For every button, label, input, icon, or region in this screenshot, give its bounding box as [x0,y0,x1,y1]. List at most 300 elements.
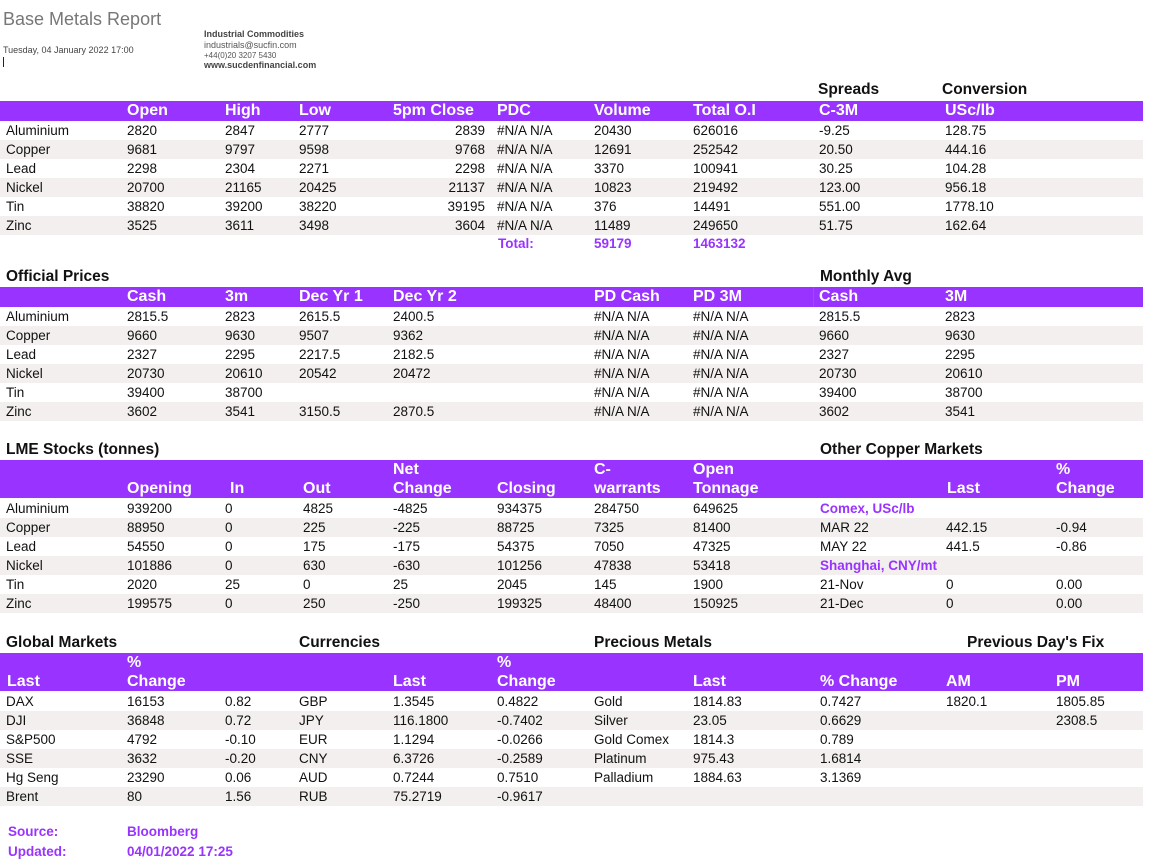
table-cell: 2823 [225,309,256,324]
table-cell: 10823 [594,180,632,195]
table-cell: #N/A N/A [594,404,650,419]
table-cell: 20700 [127,180,165,195]
table-cell: 81400 [693,520,731,535]
col-header-fix-pm: PM [1056,673,1080,690]
table-cell: 100941 [693,161,739,176]
table-cell: #N/A N/A [594,385,650,400]
table-cell: 551.00 [819,199,861,214]
precious-metal-name: Palladium [594,770,654,785]
table-cell: 4792 [127,732,158,747]
table-cell: 250 [303,596,326,611]
table-cell: 39195 [447,199,485,214]
market-name: SSE [6,751,34,766]
row-stripe [0,749,1143,768]
metal-name: Zinc [6,404,32,419]
metal-name: Copper [6,142,51,157]
table-cell: 0 [225,520,233,535]
table-cell: 20.50 [819,142,853,157]
col-header-in: In [230,480,245,497]
table-cell: 3602 [819,404,850,419]
metal-name: Tin [6,385,25,400]
col-header-net-top: Net [393,461,419,478]
contact-title: Industrial Commodities [204,29,305,39]
table-cell: MAY 22 [820,539,867,554]
table-cell: 3541 [945,404,976,419]
table-cell: 0.7510 [497,770,539,785]
table-cell: 175 [303,539,326,554]
table-cell: 252542 [693,142,739,157]
currency-name: EUR [299,732,328,747]
table-cell: 2298 [454,161,485,176]
table-cell: 1805.85 [1056,694,1105,709]
table-cell: 23.05 [693,713,727,728]
table-cell: 199325 [497,596,543,611]
contact-website[interactable]: www.sucdenfinancial.com [204,60,317,70]
table-cell: 2839 [454,123,485,138]
row-stripe [0,711,1143,730]
col-header-c-3m: C-3M [819,102,859,119]
table-cell: 80 [127,789,143,804]
table-cell: 6.3726 [393,751,435,766]
precious-metal-name: Silver [594,713,628,728]
table-cell: -250 [393,596,421,611]
table-cell: -225 [393,520,421,535]
col-header-dec-yr-2: Dec Yr 2 [393,288,457,305]
col-header-avg-cash: Cash [819,288,859,305]
col-header-out: Out [303,480,331,497]
table-cell: 2217.5 [299,347,341,362]
table-cell: 444.16 [945,142,987,157]
column-divider [813,287,814,307]
table-cell: 20730 [819,366,857,381]
table-cell: 2615.5 [299,309,341,324]
metal-name: Nickel [6,366,43,381]
table-cell: 0.00 [1056,596,1083,611]
conversion-group-title: Conversion [942,81,1028,98]
table-cell: #N/A N/A [594,347,650,362]
table-cell: 3541 [225,404,256,419]
table-cell: 1884.63 [693,770,742,785]
official-header-band [0,287,1143,307]
total-open-interest: 1463132 [693,236,746,251]
table-cell: 9797 [225,142,256,157]
official-prices-title: Official Prices [6,268,110,285]
table-cell: 1778.10 [945,199,994,214]
table-cell: 956.18 [945,180,987,195]
col-header-5pm-close: 5pm Close [393,102,474,119]
table-cell: 38820 [127,199,165,214]
table-cell: 20542 [299,366,337,381]
global-header-band [0,653,1143,691]
table-cell: 2182.5 [393,347,435,362]
precious-metal-name: Platinum [594,751,647,766]
table-cell: -175 [393,539,421,554]
table-cell: -9.25 [819,123,850,138]
currency-name: CNY [299,751,328,766]
table-cell: 2820 [127,123,158,138]
table-cell: 649625 [693,501,739,516]
col-header-usc-lb: USc/lb [945,102,995,119]
table-cell: 11489 [594,218,631,233]
metal-name: Aluminium [6,123,70,138]
table-cell: 25 [225,577,241,592]
table-cell: 199575 [127,596,173,611]
market-name: DAX [6,694,34,709]
table-cell: #N/A N/A [497,180,553,195]
spreads-group-title: Spreads [818,81,880,98]
table-cell: 0.00 [1056,577,1083,592]
table-cell: 9681 [127,142,158,157]
col-header-copper-last: Last [947,480,980,497]
col-header-high: High [225,102,261,119]
table-cell: 75.2719 [393,789,442,804]
table-cell: 47838 [594,558,632,573]
table-cell: 54375 [497,539,535,554]
col-header-pdc: PDC [497,102,531,119]
table-cell: 2327 [127,347,158,362]
table-cell: 116.1800 [393,713,449,728]
table-cell: 3150.5 [299,404,341,419]
table-cell: 53418 [693,558,731,573]
table-cell: -630 [393,558,421,573]
metal-name: Copper [6,328,51,343]
market-name: Brent [6,789,39,804]
table-cell: 2304 [225,161,256,176]
table-cell: 2327 [819,347,850,362]
precious-metal-name: Gold Comex [594,732,670,747]
table-cell: #N/A N/A [693,347,749,362]
table-cell: #N/A N/A [497,161,553,176]
col-header-currency-pct-top: % [497,654,512,671]
table-cell: 3370 [594,161,625,176]
col-header-net-bottom: Change [393,480,452,497]
table-cell: 21-Dec [820,596,864,611]
table-cell: 9660 [819,328,850,343]
table-cell: 1.1294 [393,732,435,747]
table-cell: 0.72 [225,713,252,728]
table-cell: 284750 [594,501,640,516]
precious-metals-title: Precious Metals [594,634,713,651]
table-cell: 9362 [393,328,424,343]
col-header-open-tonnage-bottom: Tonnage [693,480,759,497]
metal-name: Tin [6,577,25,592]
table-cell: 20430 [594,123,632,138]
col-header-closing: Closing [497,480,556,497]
table-cell: 128.75 [945,123,987,138]
table-cell: 0 [225,539,233,554]
table-cell: 2847 [225,123,256,138]
table-cell: -0.7402 [497,713,543,728]
table-cell: 145 [594,577,617,592]
table-cell: 14491 [693,199,731,214]
currency-name: RUB [299,789,328,804]
table-cell: 101886 [127,558,173,573]
table-cell: 939200 [127,501,173,516]
table-cell: 2823 [945,309,976,324]
table-cell: -0.94 [1056,520,1087,535]
table-cell: 0.7427 [820,694,862,709]
table-cell: #N/A N/A [497,199,553,214]
metal-name: Zinc [6,218,32,233]
col-header-avg-3m: 3M [945,288,968,305]
table-cell: 9507 [299,328,330,343]
table-cell: 36848 [127,713,165,728]
table-cell: 21-Nov [820,577,864,592]
col-header-copper-pct-top: % [1056,461,1071,478]
table-cell: 2308.5 [1056,713,1098,728]
table-cell: 38700 [225,385,263,400]
table-cell: 3498 [299,218,330,233]
col-header-currency-last: Last [393,673,426,690]
table-cell: 9660 [127,328,158,343]
row-stripe [0,787,1143,806]
table-cell: 2271 [299,161,330,176]
table-cell: #N/A N/A [594,366,650,381]
table-cell: -0.10 [225,732,256,747]
report-title: Base Metals Report [3,9,162,29]
table-cell: #N/A N/A [693,328,749,343]
table-cell: 0 [225,596,233,611]
currencies-title: Currencies [299,634,380,651]
col-header-cw-top: C- [594,461,611,478]
table-cell: 1814.3 [693,732,735,747]
table-cell: #N/A N/A [497,142,553,157]
table-cell: 0 [946,577,954,592]
metal-name: Lead [6,347,37,362]
table-cell: 1820.1 [946,694,988,709]
metal-name: Nickel [6,180,43,195]
table-cell: 38700 [945,385,983,400]
market-name: S&P500 [6,732,56,747]
contact-phone: +44(0)20 3207 5430 [204,51,277,60]
table-cell: 25 [393,577,409,592]
table-cell: 7325 [594,520,625,535]
table-cell: -0.20 [225,751,256,766]
table-cell: #N/A N/A [497,218,553,233]
col-header-total-oi: Total O.I [693,102,756,119]
table-cell: 442.15 [946,520,988,535]
metal-name: Nickel [6,558,43,573]
table-cell: 1.56 [225,789,252,804]
report-date: Tuesday, 04 January 2022 17:00 [3,45,134,55]
text-cursor [3,57,4,67]
col-header-market-pct-bottom: Change [127,673,186,690]
table-cell: #N/A N/A [497,123,553,138]
table-cell: 2815.5 [819,309,861,324]
table-cell: 1.6814 [820,751,862,766]
copper-market-subheading: Comex, USc/lb [820,501,915,516]
table-cell: 21137 [448,180,485,195]
col-header-currency-pct-bottom: Change [497,673,556,690]
col-header-copper-pct-bottom: Change [1056,480,1115,497]
currency-name: JPY [299,713,324,728]
table-cell: 2295 [225,347,256,362]
total-label: Total: [498,236,534,251]
col-header-metal-last: Last [693,673,726,690]
table-cell: 150925 [693,596,739,611]
table-cell: 626016 [693,123,739,138]
table-cell: #N/A N/A [693,385,749,400]
table-cell: 3.1369 [820,770,862,785]
table-cell: -0.9617 [497,789,543,804]
table-cell: 2020 [127,577,158,592]
table-cell: 7050 [594,539,625,554]
col-header-pd-cash: PD Cash [594,288,660,305]
table-cell: 0.4822 [497,694,539,709]
metal-name: Tin [6,199,25,214]
lme-stocks-title: LME Stocks (tonnes) [6,441,160,458]
col-header-opening: Opening [127,480,192,497]
table-cell: 376 [594,199,617,214]
table-cell: 2777 [299,123,330,138]
table-cell: 0.6629 [820,713,862,728]
table-cell: 0 [946,596,954,611]
contact-email[interactable]: industrials@sucfin.com [204,40,297,50]
table-cell: 0.789 [820,732,854,747]
table-cell: 162.64 [945,218,987,233]
metal-name: Lead [6,539,37,554]
table-cell: -0.2589 [497,751,543,766]
table-cell: -4825 [393,501,428,516]
table-cell: 101256 [497,558,543,573]
table-cell: 2298 [127,161,158,176]
table-cell: 48400 [594,596,632,611]
metal-name: Lead [6,161,37,176]
col-header-volume: Volume [594,102,651,119]
table-cell: 21165 [225,180,262,195]
col-header-cw-bottom: warrants [594,480,661,497]
col-header-market-pct-top: % [127,654,142,671]
table-cell: 20730 [127,366,165,381]
table-cell: 934375 [497,501,543,516]
metal-name: Copper [6,520,51,535]
table-cell: 3632 [127,751,158,766]
table-cell: 1900 [693,577,724,592]
table-cell: 104.28 [945,161,987,176]
col-header-3m: 3m [225,288,249,305]
table-cell: 3611 [225,218,255,233]
stocks-header-band [0,460,1143,498]
metal-name: Aluminium [6,501,70,516]
table-cell: 23290 [127,770,165,785]
table-cell: -0.86 [1056,539,1087,554]
precious-metal-name: Gold [594,694,623,709]
global-markets-title: Global Markets [6,634,118,651]
col-header-pd-3m: PD 3M [693,288,742,305]
source-value: Bloomberg [127,824,199,839]
table-cell: 20610 [945,366,983,381]
table-cell: 441.5 [946,539,980,554]
table-cell: 3604 [454,218,485,233]
table-cell: 0 [303,577,311,592]
table-cell: MAR 22 [820,520,869,535]
table-cell: 225 [303,520,326,535]
table-cell: 2045 [497,577,528,592]
col-header-low: Low [299,102,331,119]
prices-header-band [0,101,1143,121]
table-cell: 0.7244 [393,770,435,785]
col-header-dec-yr-1: Dec Yr 1 [299,288,363,305]
table-cell: 3525 [127,218,158,233]
table-cell: #N/A N/A [693,404,749,419]
market-name: Hg Seng [6,770,59,785]
other-copper-title: Other Copper Markets [820,441,983,458]
table-cell: 0 [225,558,233,573]
table-cell: 39400 [127,385,165,400]
table-cell: 38220 [299,199,337,214]
table-cell: #N/A N/A [693,309,749,324]
contact-block [204,29,316,71]
table-cell: 975.43 [693,751,735,766]
metal-name: Zinc [6,596,32,611]
table-cell: 0.06 [225,770,252,785]
metal-name: Aluminium [6,309,70,324]
table-cell: 20472 [393,366,431,381]
table-cell: 4825 [303,501,334,516]
col-header-open-tonnage-top: Open [693,461,734,478]
updated-label: Updated: [8,844,67,859]
table-cell: 0.82 [225,694,252,709]
table-cell: 2400.5 [393,309,435,324]
table-cell: 2870.5 [393,404,435,419]
currency-name: AUD [299,770,328,785]
market-name: DJI [6,713,27,728]
table-cell: 1.3545 [393,694,435,709]
updated-value: 04/01/2022 17:25 [127,844,233,859]
copper-market-subheading: Shanghai, CNY/mt [820,558,938,573]
source-label: Source: [8,824,59,839]
table-cell: 88950 [127,520,165,535]
table-cell: 9630 [945,328,976,343]
table-cell: 1814.83 [693,694,742,709]
table-cell: 51.75 [819,218,853,233]
col-header-metal-pct: % Change [820,673,898,690]
table-cell: 54550 [127,539,165,554]
monthly-avg-title: Monthly Avg [820,268,912,285]
table-cell: 30.25 [819,161,853,176]
col-header-open: Open [127,102,168,119]
table-cell: 9630 [225,328,256,343]
table-cell: 0 [225,501,233,516]
table-cell: 2815.5 [127,309,169,324]
table-cell: 39200 [225,199,263,214]
previous-day-fix-title: Previous Day's Fix [967,634,1105,651]
table-cell: 9768 [454,142,485,157]
table-cell: 219492 [693,180,739,195]
table-cell: 88725 [497,520,535,535]
col-header-cash: Cash [127,288,167,305]
currency-name: GBP [299,694,328,709]
col-header-fix-am: AM [946,673,971,690]
table-cell: 630 [303,558,326,573]
table-cell: 2295 [945,347,976,362]
total-volume: 59179 [594,236,632,251]
table-cell: 249650 [693,218,739,233]
table-cell: #N/A N/A [693,366,749,381]
table-cell: -0.0266 [497,732,543,747]
table-cell: 20425 [299,180,337,195]
table-cell: 16153 [127,694,165,709]
table-cell: #N/A N/A [594,328,650,343]
table-cell: 123.00 [819,180,861,195]
table-cell: 20610 [225,366,263,381]
table-cell: 9598 [299,142,330,157]
table-cell: #N/A N/A [594,309,650,324]
table-cell: 39400 [819,385,857,400]
table-cell: 47325 [693,539,731,554]
table-cell: 12691 [594,142,632,157]
col-header-market-last: Last [7,673,40,690]
